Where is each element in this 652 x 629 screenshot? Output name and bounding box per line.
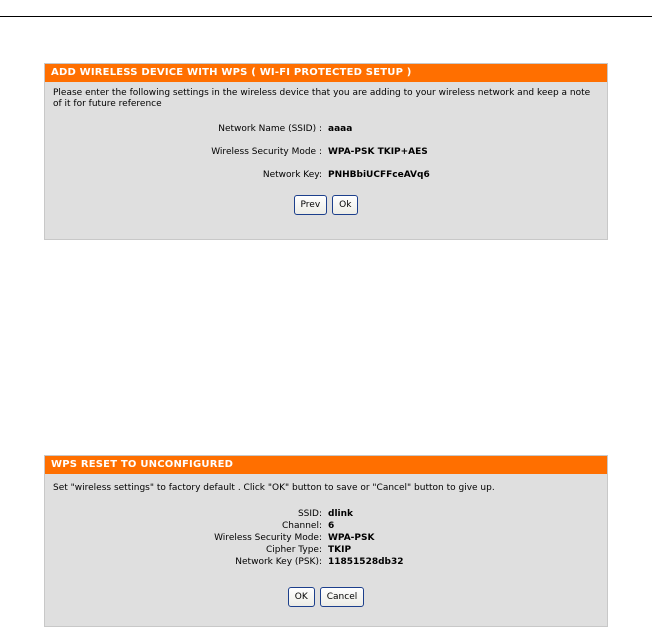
- top-divider-line: [0, 16, 652, 17]
- network-key-label: Network Key (PSK):: [235, 557, 322, 567]
- ssid-value: dlink: [328, 509, 354, 519]
- panel-title: WPS RESET TO UNCONFIGURED: [45, 456, 607, 474]
- network-key-value: PNHBbiUCFFceAVq6: [328, 170, 430, 180]
- network-key-value: 11851528db32: [328, 557, 404, 567]
- ssid-value: aaaa: [328, 124, 353, 134]
- instructions-text: Please enter the following settings in the wireless device that you are adding to your wireless network and keep a note of it for future reference: [53, 88, 591, 109]
- button-row: [53, 587, 599, 607]
- network-key-label: Network Key:: [262, 170, 322, 180]
- prev-button[interactable]: Prev: [294, 195, 328, 215]
- panel-title: ADD WIRELESS DEVICE WITH WPS ( WI-FI PROTECTED SETUP ): [45, 64, 607, 82]
- add-wireless-device-wps-panel: [44, 63, 608, 240]
- security-mode-label: Wireless Security Mode :: [211, 147, 322, 157]
- ssid-row: [53, 508, 599, 520]
- cipher-type-label: Cipher Type:: [265, 545, 322, 555]
- channel-label: Channel:: [282, 521, 322, 531]
- cipher-type-value: TKIP: [328, 545, 352, 555]
- ok-button[interactable]: OK: [288, 587, 315, 607]
- network-key-row: [53, 556, 599, 568]
- ok-button[interactable]: Ok: [332, 195, 358, 215]
- security-mode-value: WPA-PSK: [328, 533, 375, 543]
- ssid-row: [53, 124, 599, 134]
- channel-row: [53, 520, 599, 532]
- ssid-label: SSID:: [297, 509, 322, 519]
- channel-value: 6: [328, 521, 335, 531]
- cancel-button[interactable]: Cancel: [320, 587, 365, 607]
- wps-reset-panel: [44, 455, 608, 627]
- security-mode-label: Wireless Security Mode:: [214, 533, 322, 543]
- security-mode-row: [53, 147, 599, 157]
- network-key-row: [53, 170, 599, 180]
- security-mode-row: [53, 532, 599, 544]
- panel-body: [45, 82, 607, 215]
- security-mode-value: WPA-PSK TKIP+AES: [328, 147, 428, 157]
- button-row: [53, 195, 599, 215]
- ssid-label: Network Name (SSID) :: [218, 124, 322, 134]
- instructions-text: Set "wireless settings" to factory default . Click "OK" button to save or "Cancel" button to give up.: [53, 483, 495, 493]
- cipher-type-row: [53, 544, 599, 556]
- settings-list: [53, 508, 599, 568]
- panel-body: [45, 474, 607, 607]
